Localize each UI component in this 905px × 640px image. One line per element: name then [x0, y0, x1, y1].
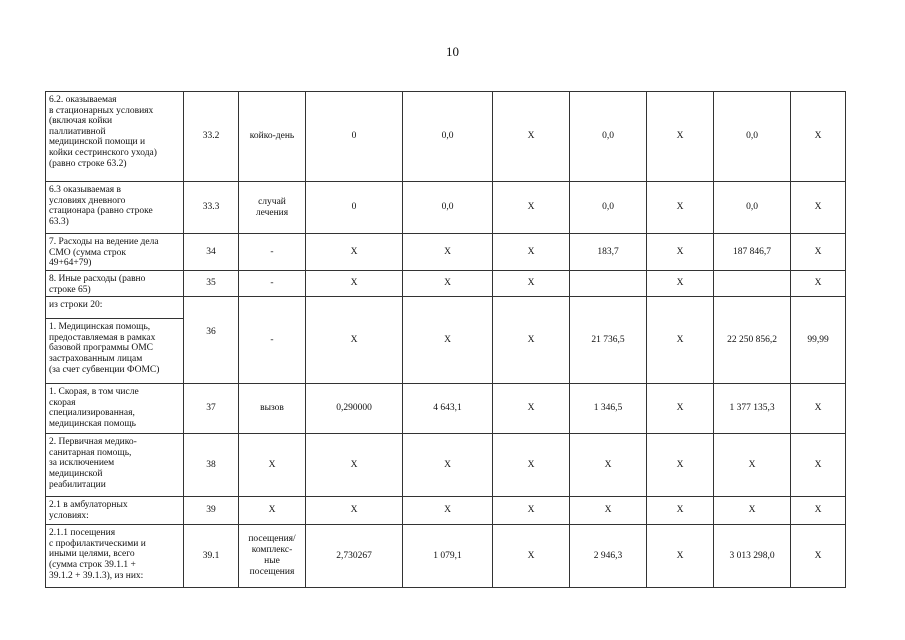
table-row	[46, 92, 846, 182]
table-cell: Х	[306, 497, 403, 525]
table-cell: Х	[493, 271, 570, 297]
table-cell: 0,290000	[306, 384, 403, 434]
row-name: 2.1.1 посещения с профилактическими и иными целями, всего (сумма строк 39.1.1 + 39.1.2 + 39.1.3), из них:	[46, 525, 184, 588]
table-cell: 187 846,7	[714, 234, 791, 271]
table-cell: 1 377 135,3	[714, 384, 791, 434]
row-name: 1. Скорая, в том числе скорая специализированная, медицинская помощь	[46, 384, 184, 434]
row-code: 39.1	[184, 525, 239, 588]
row-code: 33.2	[184, 92, 239, 182]
row-name: 2.1 в амбулаторных условиях:	[46, 497, 184, 525]
table-cell: 99,99	[791, 297, 846, 384]
table-cell: Х	[493, 234, 570, 271]
row-code: 34	[184, 234, 239, 271]
row-code: 39	[184, 497, 239, 525]
table-cell: Х	[647, 384, 714, 434]
table-row	[46, 297, 846, 319]
row-code: 36	[184, 297, 239, 384]
row-code: 33.3	[184, 182, 239, 234]
table-cell: 1 079,1	[403, 525, 493, 588]
table-row	[46, 182, 846, 234]
table-cell: Х	[791, 384, 846, 434]
row-unit: -	[239, 297, 306, 384]
table-cell: Х	[791, 92, 846, 182]
table-cell: Х	[403, 297, 493, 384]
table-row	[46, 271, 846, 297]
table-cell: 0,0	[570, 182, 647, 234]
table-cell: Х	[647, 92, 714, 182]
table-cell: 0,0	[570, 92, 647, 182]
row-unit: -	[239, 234, 306, 271]
row-unit: случай лечения	[239, 182, 306, 234]
table-cell	[570, 271, 647, 297]
table-cell: Х	[714, 497, 791, 525]
table-cell: 0	[306, 92, 403, 182]
table-row	[46, 384, 846, 434]
table-cell: 2,730267	[306, 525, 403, 588]
table-cell: 0,0	[714, 182, 791, 234]
table-row	[46, 434, 846, 497]
table-cell: 4 643,1	[403, 384, 493, 434]
table-cell: 21 736,5	[570, 297, 647, 384]
row-name: 7. Расходы на ведение дела СМО (сумма строк 49+64+79)	[46, 234, 184, 271]
table-cell: Х	[791, 434, 846, 497]
table-cell: Х	[493, 297, 570, 384]
table-cell: Х	[791, 234, 846, 271]
row-unit: -	[239, 271, 306, 297]
table-cell: Х	[647, 234, 714, 271]
row-unit: Х	[239, 434, 306, 497]
table-cell: Х	[306, 234, 403, 271]
table-cell: Х	[306, 297, 403, 384]
table-row	[46, 234, 846, 271]
row-name: 2. Первичная медико- санитарная помощь, за исключением медицинской реабилитации	[46, 434, 184, 497]
row-name: 6.3 оказываемая в условиях дневного стационара (равно строке 63.3)	[46, 182, 184, 234]
table-cell: Х	[791, 182, 846, 234]
table-cell: Х	[791, 271, 846, 297]
table-cell: Х	[306, 271, 403, 297]
table-cell: 0,0	[714, 92, 791, 182]
financial-table	[45, 91, 846, 588]
table-cell	[714, 271, 791, 297]
table-cell: 22 250 856,2	[714, 297, 791, 384]
table-cell: Х	[647, 434, 714, 497]
row-code: 38	[184, 434, 239, 497]
row-name: 1. Медицинская помощь, предоставляемая в рамках базовой программы ОМС застрахованным лицам (за счет субвенции ФОМС)	[46, 319, 184, 384]
row-unit: посещения/ комплекс- ные посещения	[239, 525, 306, 588]
row-code: 37	[184, 384, 239, 434]
table-cell: 3 013 298,0	[714, 525, 791, 588]
row-name: из строки 20:	[46, 297, 184, 319]
table-cell: Х	[791, 525, 846, 588]
table-cell: Х	[570, 497, 647, 525]
table-cell: Х	[647, 497, 714, 525]
row-unit: койко-день	[239, 92, 306, 182]
table-cell: Х	[493, 182, 570, 234]
row-unit: Х	[239, 497, 306, 525]
table-cell: Х	[647, 182, 714, 234]
page-number: 10	[446, 44, 459, 59]
table-cell: Х	[403, 434, 493, 497]
table-cell: 0,0	[403, 182, 493, 234]
table-cell: Х	[647, 297, 714, 384]
table-cell: Х	[570, 434, 647, 497]
table-cell: Х	[493, 497, 570, 525]
table-cell: Х	[647, 271, 714, 297]
table-cell: Х	[493, 384, 570, 434]
row-code: 35	[184, 271, 239, 297]
table-cell: 183,7	[570, 234, 647, 271]
table-cell: 0	[306, 182, 403, 234]
table-cell: 2 946,3	[570, 525, 647, 588]
table-cell: 0,0	[403, 92, 493, 182]
row-name: 8. Иные расходы (равно строке 65)	[46, 271, 184, 297]
table-row	[46, 497, 846, 525]
table-cell: Х	[403, 497, 493, 525]
table-cell: Х	[647, 525, 714, 588]
table-cell: Х	[403, 234, 493, 271]
row-unit: вызов	[239, 384, 306, 434]
row-name: 6.2. оказываемая в стационарных условиях (включая койки паллиативной медицинской помощи и койки сестринского ухода) (равно строке 63.2)	[46, 92, 184, 182]
table-cell: Х	[306, 434, 403, 497]
table-row	[46, 525, 846, 588]
table-cell: Х	[493, 525, 570, 588]
table-cell: Х	[714, 434, 791, 497]
table-cell: 1 346,5	[570, 384, 647, 434]
table-cell: Х	[791, 497, 846, 525]
table-cell: Х	[493, 92, 570, 182]
table-cell: Х	[493, 434, 570, 497]
table-cell: Х	[403, 271, 493, 297]
